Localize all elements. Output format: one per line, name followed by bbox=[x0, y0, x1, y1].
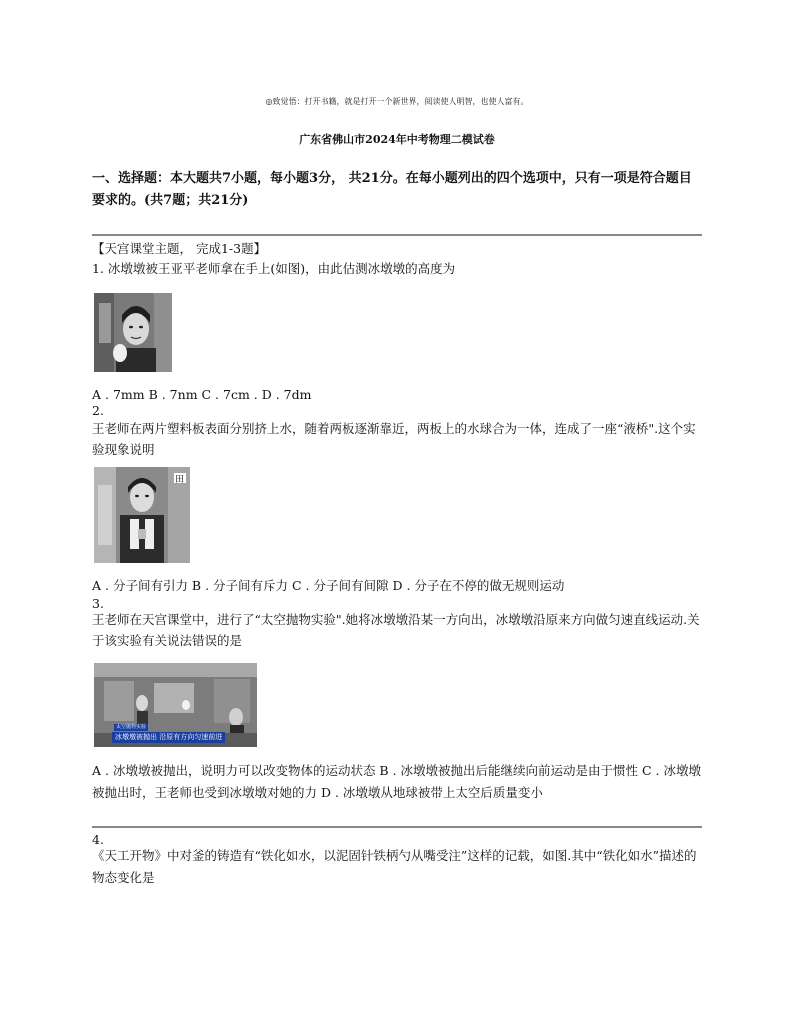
header-motto: ◎致觉悟：打开书籍，就是打开一个新世界，阅读使人明智，也使人富有。 bbox=[265, 97, 529, 106]
question-3-number: 3. bbox=[92, 596, 104, 611]
photo-caption-bar: 冰墩墩被抛出 沿原有方向匀速前进 bbox=[112, 732, 225, 743]
question-3-stem: 王老师在天宫课堂中，进行了“太空抛物实验".她将冰墩墩沿某一方向出，冰墩墩沿原来方向做匀速直线运动.关于该实验有关说法错误的是 bbox=[92, 612, 700, 648]
divider-rule-2 bbox=[92, 826, 702, 828]
photo-tag-label: 太空抛物实验 bbox=[116, 724, 147, 730]
question-2-photo bbox=[94, 467, 190, 563]
question-4-number: 4. bbox=[92, 832, 104, 847]
divider-rule bbox=[92, 234, 702, 236]
page-title: 广东省佛山市2024年中考物理二模试卷 bbox=[299, 133, 495, 146]
astronaut-photo-image bbox=[94, 293, 172, 372]
question-1-stem: 1. 冰墩墩被王亚平老师拿在手上(如图)，由此估测冰墩墩的高度为 bbox=[92, 261, 456, 276]
question-1-photo bbox=[94, 293, 172, 372]
liquid-bridge-photo-image bbox=[94, 467, 190, 563]
svg-text:田: 田 bbox=[175, 475, 185, 485]
question-2-number: 2. bbox=[92, 403, 104, 418]
question-3-photo bbox=[94, 663, 257, 747]
question-2-stem: 王老师在两片塑料板表面分别挤上水，随着两板逐渐靠近，两板上的水球合为一体，连成了一座“液桥".这个实验现象说明 bbox=[92, 421, 696, 457]
group-theme: 【天宫课堂主题， 完成1-3题】 bbox=[92, 241, 267, 256]
section-heading: 一、选择题：本大题共7小题，每小题3分， 共21分。在每小题列出的四个选项中，只有一项是符合题目要求的。(共7题；共21分) bbox=[92, 171, 692, 208]
question-1-options: A . 7mm B . 7nm C . 7cm . D . 7dm bbox=[92, 387, 312, 402]
question-3-options: A . 冰墩墩被抛出，说明力可以改变物体的运动状态 B . 冰墩墩被抛出后能继续向前运动是由于惯性 C . 冰墩墩被抛出时，王老师也受到冰墩墩对她的力 D . 冰墩墩从地球被带上太空后质量变小 bbox=[92, 763, 701, 800]
question-4-stem: 《天工开物》中对釜的铸造有“铁化如水，以泥固针铁柄勺从嘴受注”这样的记载，如图.其中“铁化如水”描述的物态变化是 bbox=[92, 848, 697, 885]
question-2-options: A . 分子间有引力 B . 分子间有斥力 C . 分子间有间隙 D . 分子在不停的做无规则运动 bbox=[92, 578, 565, 593]
